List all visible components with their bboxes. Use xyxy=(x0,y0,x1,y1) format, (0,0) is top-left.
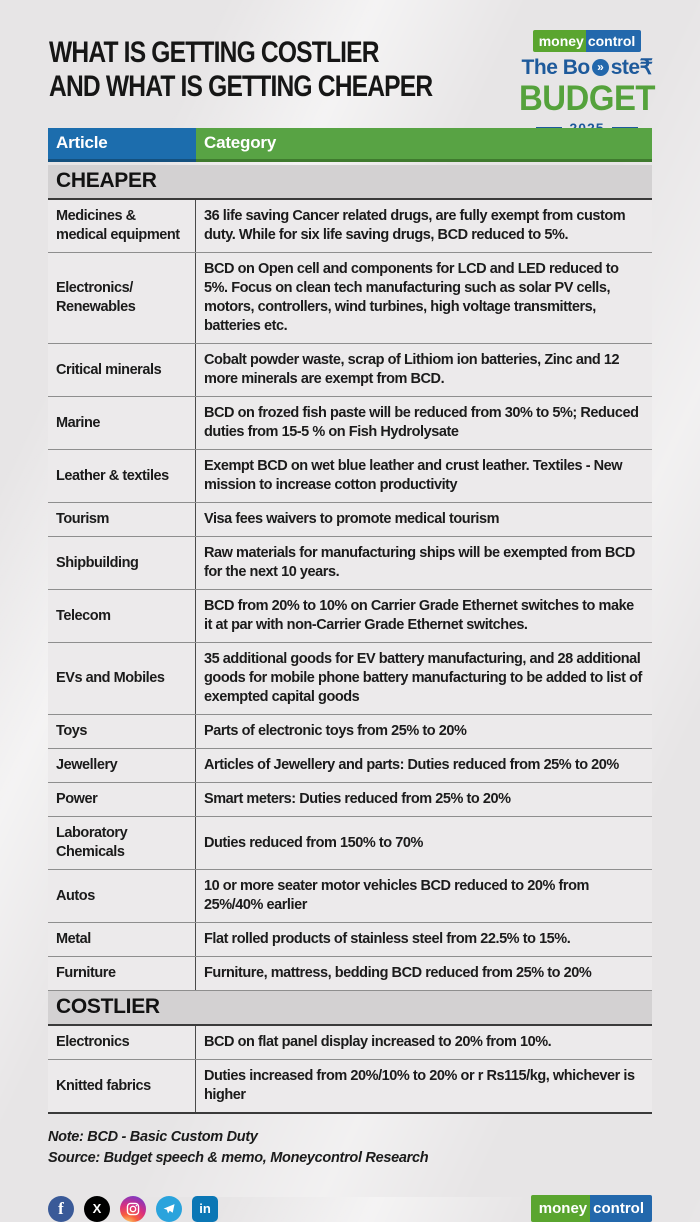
table-row xyxy=(48,817,652,870)
page-title-line2: AND WHAT IS GETTING CHEAPER xyxy=(49,70,433,103)
category-cell: BCD on frozed fish paste will be reduced from 30% to 5%; Reduced duties from 15-5 % on Fish Hydrolysate xyxy=(204,405,639,440)
table-body xyxy=(48,165,652,1114)
footer-row xyxy=(48,1195,652,1222)
table-header xyxy=(48,128,652,162)
category-cell: Raw materials for manufacturing ships will be exempted from BCD for the next 10 years. xyxy=(204,545,635,580)
page-title xyxy=(49,36,432,104)
article-cell: Leather & textiles xyxy=(48,450,196,502)
footnotes xyxy=(48,1127,652,1169)
article-cell: Jewellery xyxy=(48,749,196,782)
column-header-article: Article xyxy=(48,128,196,162)
category-cell: 10 or more seater motor vehicles BCD reduced to 20% from 25%/40% earlier xyxy=(204,878,589,913)
article-cell: Electronics xyxy=(48,1026,196,1059)
category-cell: Articles of Jewellery and parts: Duties reduced from 25% to 20% xyxy=(204,757,619,773)
footer-money-label: money xyxy=(531,1195,590,1222)
facebook-icon[interactable]: f xyxy=(48,1196,74,1222)
moneycontrol-control-label: control xyxy=(586,30,641,52)
category-cell: Smart meters: Duties reduced from 25% to 20% xyxy=(204,791,511,807)
category-cell: BCD on flat panel display increased to 20% from 10%. xyxy=(204,1034,552,1050)
tagline-post: ste₹ xyxy=(610,56,653,79)
table-row xyxy=(48,749,652,783)
booster-arrow-icon: » xyxy=(592,59,609,76)
article-cell: Critical minerals xyxy=(48,344,196,396)
column-header-category: Category xyxy=(196,128,652,162)
source-text: Source: Budget speech & memo, Moneycontrol Research xyxy=(48,1150,429,1166)
table-row xyxy=(48,957,652,991)
table-row xyxy=(48,870,652,923)
category-cell: Duties reduced from 150% to 70% xyxy=(204,834,423,851)
article-cell: Electronics/ Renewables xyxy=(48,253,196,343)
category-cell: Furniture, mattress, bedding BCD reduced from 25% to 20% xyxy=(204,965,592,981)
budget-wordmark: BUDGET xyxy=(518,79,656,118)
table-row xyxy=(48,590,652,643)
article-cell: Knitted fabrics xyxy=(48,1060,196,1112)
booster-tagline xyxy=(508,55,666,80)
category-cell: Duties increased from 20%/10% to 20% or r Rs115/kg, whichever is higher xyxy=(204,1068,635,1103)
article-cell: Tourism xyxy=(48,503,196,536)
table-row xyxy=(48,450,652,503)
category-cell: 35 additional goods for EV battery manufacturing, and 28 additional goods for mobile phone battery manufacturing to be added to list of exempted capital goods xyxy=(204,651,642,705)
article-cell: Marine xyxy=(48,397,196,449)
budget-2025-logo xyxy=(508,30,666,136)
instagram-icon[interactable] xyxy=(120,1196,146,1222)
table-container xyxy=(48,128,652,1222)
category-cell: BCD from 20% to 10% on Carrier Grade Ethernet switches to make it at par with non-Carrier Grade Ethernet switches. xyxy=(204,598,634,633)
article-cell: Shipbuilding xyxy=(48,537,196,589)
table-row xyxy=(48,397,652,450)
category-cell: BCD on Open cell and components for LCD and LED reduced to 5%. Focus on clean tech manufacturing such as solar PV cells, motors, controllers, wind turbines, high voltage transmitters, batteries etc. xyxy=(204,261,619,334)
category-cell: Visa fees waivers to promote medical tourism xyxy=(204,511,500,527)
article-cell: Telecom xyxy=(48,590,196,642)
article-cell: Power xyxy=(48,783,196,816)
article-cell: EVs and Mobiles xyxy=(48,643,196,714)
article-cell: Furniture xyxy=(48,957,196,990)
section-header-cheaper: CHEAPER xyxy=(48,165,652,200)
article-cell: Metal xyxy=(48,923,196,956)
moneycontrol-money-label: money xyxy=(533,30,586,52)
moneycontrol-badge xyxy=(533,30,642,52)
table-row xyxy=(48,253,652,344)
table-row xyxy=(48,923,652,957)
page-title-line1: WHAT IS GETTING COSTLIER xyxy=(49,36,379,69)
note-text: Note: BCD - Basic Custom Duty xyxy=(48,1129,258,1145)
table-row xyxy=(48,643,652,715)
category-cell: Exempt BCD on wet blue leather and crust leather. Textiles - New mission to increase cotton productivity xyxy=(204,458,623,493)
table-row xyxy=(48,1026,652,1060)
table-row xyxy=(48,344,652,397)
article-cell: Medicines & medical equipment xyxy=(48,200,196,252)
category-cell: Cobalt powder waste, scrap of Lithiom ion batteries, Zinc and 12 more minerals are exempt from BCD. xyxy=(204,352,620,387)
x-icon[interactable]: X xyxy=(84,1196,110,1222)
telegram-icon[interactable] xyxy=(156,1196,182,1222)
article-cell: Laboratory Chemicals xyxy=(48,817,196,869)
table-row xyxy=(48,1060,652,1114)
article-cell: Toys xyxy=(48,715,196,748)
article-cell: Autos xyxy=(48,870,196,922)
footer-control-label: control xyxy=(590,1195,652,1222)
tagline-pre: The Bo xyxy=(521,55,590,79)
table-row xyxy=(48,503,652,537)
linkedin-icon[interactable]: in xyxy=(192,1196,218,1222)
table-row xyxy=(48,783,652,817)
moneycontrol-footer-logo xyxy=(531,1195,652,1222)
table-row xyxy=(48,200,652,253)
table-row xyxy=(48,537,652,590)
section-header-costlier: COSTLIER xyxy=(48,991,652,1026)
category-cell: Flat rolled products of stainless steel from 22.5% to 15%. xyxy=(204,931,571,947)
category-cell: Parts of electronic toys from 25% to 20% xyxy=(204,723,467,739)
table-row xyxy=(48,715,652,749)
social-links xyxy=(48,1196,218,1222)
category-cell: 36 life saving Cancer related drugs, are fully exempt from custom duty. While for six life saving drugs, BCD reduced to 5%. xyxy=(204,208,626,243)
